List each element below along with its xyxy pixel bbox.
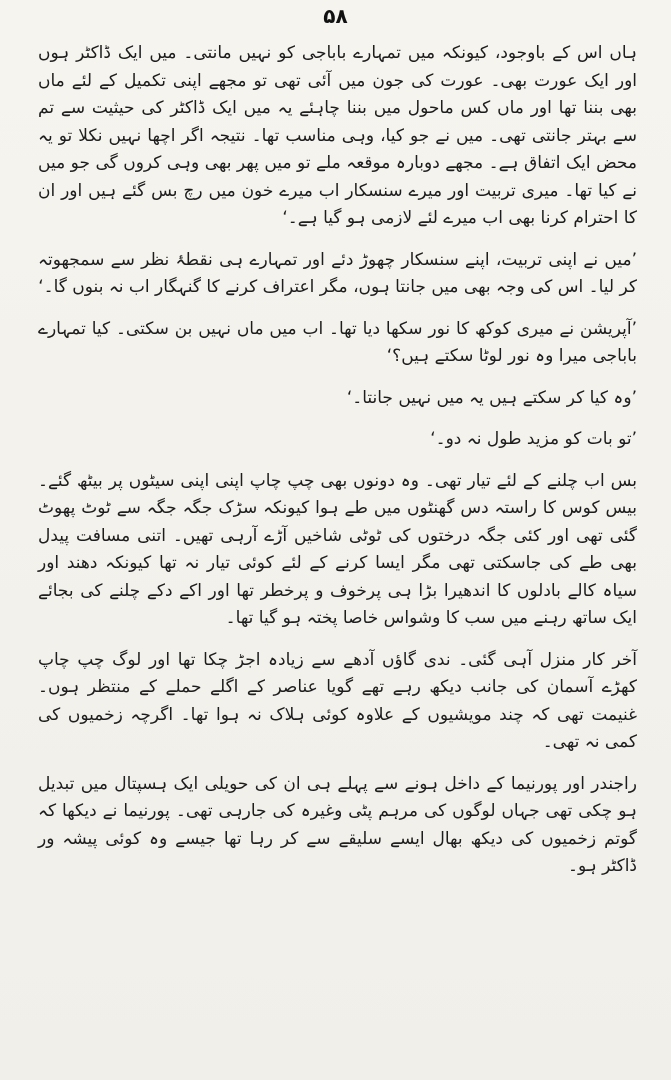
page-body xyxy=(38,40,637,895)
paragraph-2: ’میں نے اپنی تربیت، اپنے سنسکار چھوڑ دئے اور تمہارے ہی نقطۂ نظر سے سمجھوتہ کر لیا۔ اس کی وجہ بھی میں جانتا ہوں، مگر اعتراف کرنے کا گنہگار اب نہ بنوں گا۔‘ xyxy=(38,249,637,297)
paragraph-1: ہاں اس کے باوجود، کیونکہ میں تمہارے باباجی کو نہیں مانتی۔ میں ایک ڈاکٹر ہوں اور ایک عورت بھی۔ عورت کی جون میں آئی تھی تو مجھے اپنی تکمیل کے لئے ماں بھی بننا تھا اور ماں کس ماحول میں بننا چاہئے یہ میں ایک ڈاکٹر کی حیثیت سے تم سے بہتر جانتی تھی۔ میں نے جو کیا، وہی مناسب تھا۔ نتیجہ اگر اچھا نہیں نکلا تو یہ محض ایک اتفاق ہے۔ مجھے دوبارہ موقعہ ملے تو میں پھر بھی وہی کروں گی جو میں نے کیا تھا۔ میری تربیت اور میرے سنسکار اب میرے خون میں رچ بس گئے ہیں اور ان کا احترام کرنا بھی اب میرے لئے لازمی ہو گیا ہے۔‘ xyxy=(38,43,637,228)
paragraph-6: بس اب چلنے کے لئے تیار تھی۔ وہ دونوں بھی چپ چاپ اپنی اپنی سیٹوں پر بیٹھ گئے۔ بیس کوس کا راستہ دس گھنٹوں میں طے ہوا کیونکہ سڑک جگہ جگہ سے ٹوٹ پھوٹ گئی تھی اور کئی جگہ درختوں کی ٹوٹی شاخیں آڑے آرہی تھیں۔ اتنی مسافت پیدل بھی طے کی جاسکتی تھی مگر ایسا کرنے کے لئے کوئی تیار نہ تھا کیونکہ دھند اور سیاہ کالے بادلوں کا اندھیرا بڑا ہی پرخوف و پرخطر تھا اور اکے دکے چلنے کی بجائے ایک ساتھ رہنے میں سب کا وشواس خاصا پختہ ہو گیا تھا۔ xyxy=(38,470,637,628)
paragraph-3: ’آپریشن نے میری کوکھ کا نور سکھا دیا تھا۔ اب میں ماں نہیں بن سکتی۔ کیا تمہارے باباجی میرا وہ نور لوٹا سکتے ہیں؟‘ xyxy=(38,318,637,366)
paragraph-7: آخر کار منزل آہی گئی۔ ندی گاؤں آدھے سے زیادہ اجڑ چکا تھا اور لوگ چپ چاپ کھڑے آسمان کی جانب دیکھ رہے تھے گویا عناصر کے اگلے حملے کے منتظر ہوں۔ غنیمت تھی کہ چند مویشیوں کے علاوہ کوئی ہلاک نہ ہوا تھا۔ اگرچہ زخمیوں کی کمی نہ تھی۔ xyxy=(38,649,637,752)
paragraph-8: راجندر اور پورنیما کے داخل ہونے سے پہلے ہی ان کی حویلی ایک ہسپتال میں تبدیل ہو چکی تھی جہاں لوگوں کی مرہم پٹی وغیرہ کی جارہی تھی۔ پورنیما نے دیکھا کہ گوتم زخمیوں کی دیکھ بھال ایسے سلیقے سے کر رہا تھا جیسے وہ کوئی پیشہ ور ڈاکٹر ہو۔ xyxy=(38,773,637,876)
page-number: ۵۸ xyxy=(323,4,348,28)
paragraph-5: ’تو بات کو مزید طول نہ دو۔‘ xyxy=(430,429,637,449)
paragraph-4: ’وہ کیا کر سکتے ہیں یہ میں نہیں جانتا۔‘ xyxy=(346,387,637,408)
